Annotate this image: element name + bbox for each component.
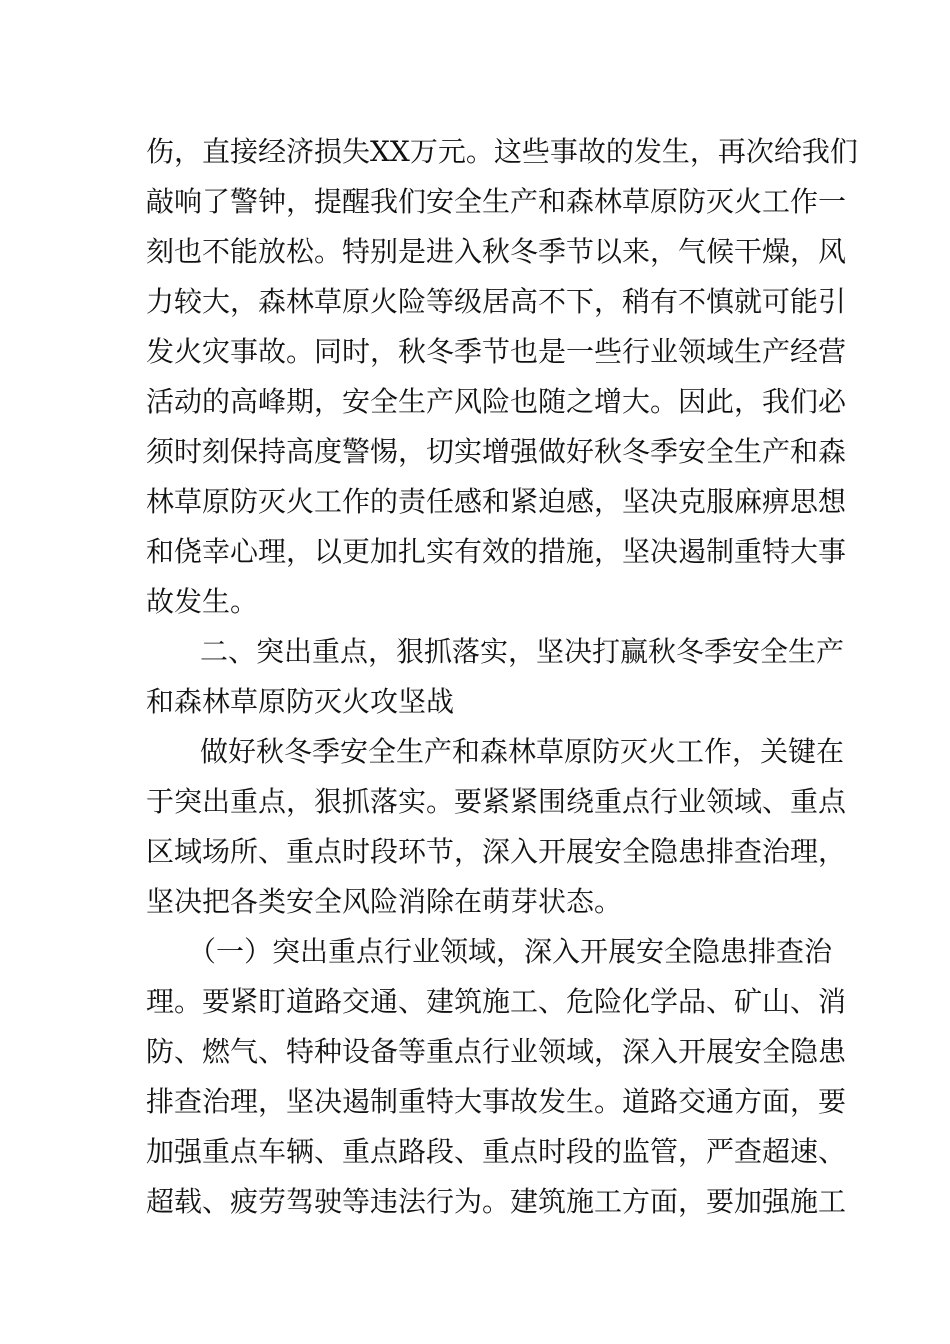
para3-line-4: 排查治理，坚决遏制重特大事故发生。道路交通方面，要 [146, 1085, 847, 1118]
para1-line-10: 故发生。 [146, 585, 259, 618]
section-heading-line-2: 和森林草原防灭火攻坚战 [146, 685, 455, 718]
para2-line-4: 坚决把各类安全风险消除在萌芽状态。 [146, 885, 623, 918]
para1-line-2: 敲响了警钟，提醒我们安全生产和森林草原防灭火工作一 [146, 185, 847, 218]
para1-line-9: 和侥幸心理，以更加扎实有效的措施，坚决遏制重特大事 [146, 535, 847, 568]
para3-line-1: （一）突出重点行业领域，深入开展安全隐患排查治 [188, 935, 833, 968]
para3-line-6: 超载、疲劳驾驶等违法行为。建筑施工方面，要加强施工 [146, 1185, 847, 1218]
para3-line-5: 加强重点车辆、重点路段、重点时段的监管，严查超速、 [146, 1135, 847, 1168]
para1-line-8: 林草原防灭火工作的责任感和紧迫感，坚决克服麻痹思想 [146, 485, 847, 518]
para1-line-7: 须时刻保持高度警惕，切实增强做好秋冬季安全生产和森 [146, 435, 847, 468]
para2-line-2: 于突出重点，狠抓落实。要紧紧围绕重点行业领域、重点 [146, 785, 847, 818]
para1-line-4: 力较大，森林草原火险等级居高不下，稍有不慎就可能引 [146, 285, 847, 318]
para1-line-6: 活动的高峰期，安全生产风险也随之增大。因此，我们必 [146, 385, 847, 418]
para3-line-2: 理。要紧盯道路交通、建筑施工、危险化学品、矿山、消 [146, 985, 847, 1018]
para2-line-3: 区域场所、重点时段环节，深入开展安全隐患排查治理， [146, 835, 847, 868]
para1-line-1: 伤，直接经济损失XX万元。这些事故的发生，再次给我们 [146, 135, 858, 168]
para1-line-3: 刻也不能放松。特别是进入秋冬季节以来，气候干燥，风 [146, 235, 847, 268]
para2-line-1: 做好秋冬季安全生产和森林草原防灭火工作，关键在 [200, 735, 845, 768]
section-heading-line-1: 二、突出重点，狠抓落实，坚决打赢秋冬季安全生产 [200, 635, 845, 668]
para3-line-3: 防、燃气、特种设备等重点行业领域，深入开展安全隐患 [146, 1035, 847, 1068]
para1-line-5: 发火灾事故。同时，秋冬季节也是一些行业领域生产经营 [146, 335, 847, 368]
